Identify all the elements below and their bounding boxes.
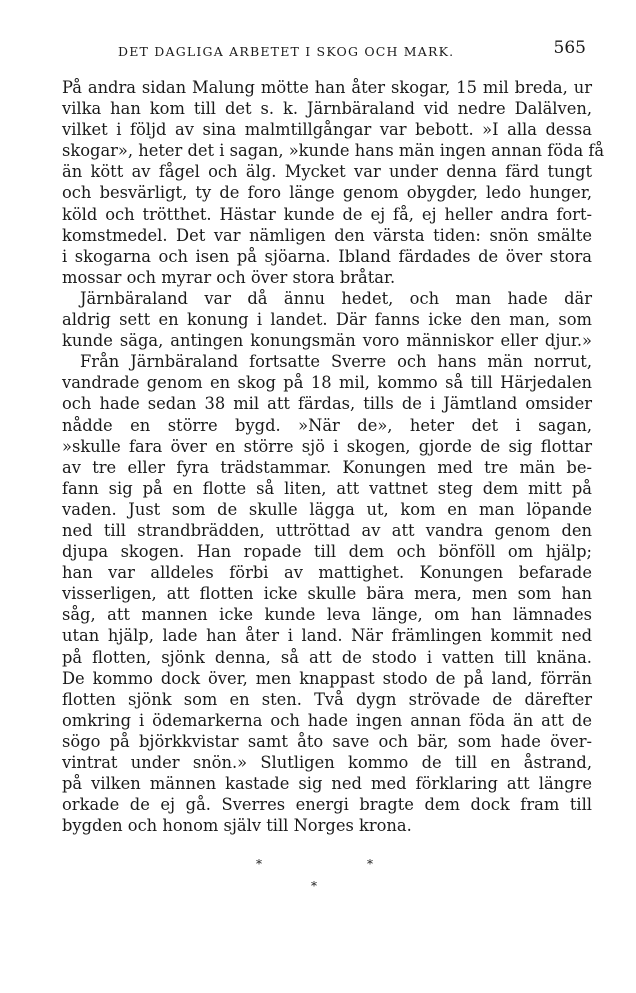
text-line: mossar och myrar och över stora bråtar. (62, 267, 396, 287)
text-line: av tre eller fyra trädstammar. Konungen med tre män be- (62, 457, 592, 477)
text-line: och besvärligt, ty de foro länge genom obygder, ledo hunger, (62, 183, 592, 203)
text-line: På andra sidan Malung mötte han åter skogar, 15 mil breda, ur (62, 78, 592, 97)
text-line: fann sig på en flotte så liten, att vattnet steg dem mitt på (62, 478, 592, 498)
ornament-star: * (311, 879, 317, 893)
text-line: på flotten, sjönk denna, så att de stodo i vatten till knäna. (62, 647, 592, 667)
text-line: komstmedel. Det var nämligen den värsta tiden: snön smälte (62, 225, 592, 245)
text-line: vilka han kom till det s. k. Järnbäraland vid nedre Dalälven, (62, 99, 592, 119)
text-line: Från Järnbäraland fortsatte Sverre och hans män norrut, (80, 352, 592, 372)
text-line: omkring i ödemarkerna och hade ingen annan föda än att de (62, 710, 592, 730)
text-line: köld och trötthet. Hästar kunde de ej få, ej heller andra fort- (62, 204, 592, 224)
text-line: utan hjälp, lade han åter i land. När främlingen kommit ned (62, 626, 592, 646)
text-line: bygden och honom själv till Norges krona. (62, 816, 412, 836)
text-line: De kommo dock över, men knappast stodo de på land, förrän (62, 668, 592, 688)
text-line: vintrat under snön.» Slutligen kommo de till en åstrand, (62, 753, 592, 772)
text-line: ned till strandbrädden, uttröttad av att vandra genom den (62, 520, 592, 540)
text-line: visserligen, att flotten icke skulle bära mera, men som han (62, 584, 592, 604)
text-line: vandrade genom en skog på 18 mil, kommo så till Härjedalen (62, 373, 592, 393)
text-line: än kött av fågel och älg. Mycket var under denna färd tungt (62, 162, 592, 182)
text-line: »skulle fara över en större sjö i skogen, gjorde de sig flottar (62, 436, 592, 456)
text-line: och hade sedan 38 mil att färdas, tills de i Jämtland omsider (62, 394, 592, 414)
running-head: DET DAGLIGA ARBETET I SKOG OCH MARK. (118, 44, 455, 59)
page-number: 565 (553, 38, 586, 58)
text-line: på vilken männen kastade sig ned med förklaring att längre (62, 774, 592, 794)
text-line: han var alldeles förbi av mattighet. Konungen befarade (62, 563, 592, 583)
text-line: flotten sjönk som en sten. Två dygn strövade de därefter (62, 689, 592, 709)
ornament-star: * (256, 857, 262, 871)
text-line: vaden. Just som de skulle lägga ut, kom en man löpande (62, 499, 592, 519)
text-line: kunde säga, antingen konungsmän voro människor eller djur.» (62, 331, 592, 351)
text-line: orkade de ej gå. Sverres energi bragte dem dock fram till (62, 795, 592, 815)
text-line: såg, att mannen icke kunde leva länge, om han lämnades (62, 605, 592, 625)
text-line: i skogarna och isen på sjöarna. Ibland färdades de över stora (62, 246, 592, 266)
text-line: vilket i följd av sina malmtillgångar var bebott. »I alla dessa (62, 120, 592, 140)
text-line: nådde en större bygd. »När de», heter det i sagan, (62, 415, 592, 435)
text-line: aldrig sett en konung i landet. Där fanns icke den man, som (62, 310, 592, 330)
text-line: skogar», heter det i sagan, »kunde hans män ingen annan föda få (62, 141, 605, 161)
ornament-star: * (367, 857, 373, 871)
body-text (62, 77, 605, 836)
text-line: djupa skogen. Han ropade till dem och bönföll om hjälp; (62, 542, 592, 562)
page-header (110, 38, 586, 62)
text-line: sögo på björkkvistar samt åto save och bär, som hade över- (62, 731, 592, 751)
text-line: Järnbäraland var då ännu hedet, och man hade där (80, 288, 592, 308)
